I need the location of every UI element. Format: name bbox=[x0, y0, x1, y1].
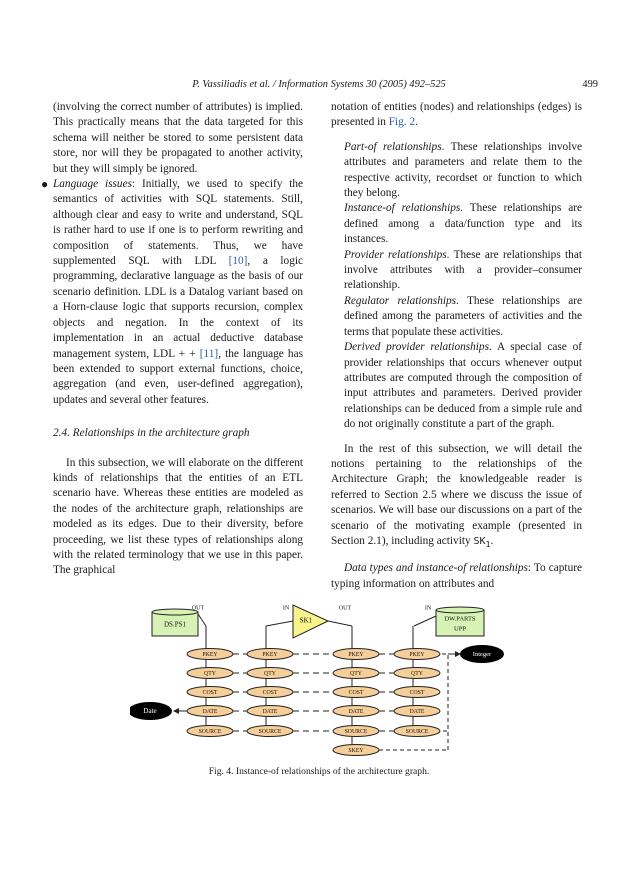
target-recordset-label-2: UPP bbox=[454, 625, 466, 633]
paragraph-term: Data types and instance-of relationships bbox=[344, 562, 528, 575]
bullet-term: Language issues bbox=[53, 178, 132, 191]
relationship-definitions bbox=[331, 140, 582, 433]
page-header bbox=[0, 79, 638, 93]
bullet-text-c: , the language has been extended to support external functions, choice, aggregation (and even, user-defined aggregation), updates and several other features. bbox=[53, 347, 303, 406]
attribute-label: COST bbox=[348, 689, 364, 696]
port-edge bbox=[198, 614, 206, 626]
bullet-language-issues bbox=[41, 177, 303, 408]
attribute-label: DATE bbox=[202, 708, 218, 715]
definition-text: . These relationships are defined among the parameters of activities and the terms that populate these activities. bbox=[344, 294, 582, 338]
definition-text: . These relationships involve attributes and parameters and relate them to the respective activity, recordset or function to which they belong. bbox=[344, 140, 582, 200]
in-label: IN bbox=[282, 605, 290, 612]
right-p2-end: . bbox=[490, 534, 494, 547]
attribute-label: DATE bbox=[262, 708, 278, 715]
type-integer-label: Integer bbox=[472, 650, 492, 658]
definition-derived-provider bbox=[344, 340, 582, 432]
attribute-label: COST bbox=[202, 689, 218, 696]
attribute-label: COST bbox=[262, 689, 278, 696]
attribute-label: PKEY bbox=[409, 651, 425, 658]
port-edge bbox=[414, 616, 436, 626]
attribute-label: PKEY bbox=[262, 651, 278, 658]
definition-term: Provider relationships bbox=[344, 248, 447, 261]
activity-label: SK1 bbox=[299, 616, 313, 625]
definition-instance-of bbox=[344, 201, 582, 247]
target-recordset-label: DW.PARTS bbox=[444, 615, 476, 623]
definition-regulator bbox=[344, 294, 582, 340]
figure-caption: Fig. 4. Instance-of relationships of the architecture graph. bbox=[208, 766, 430, 777]
fig2-link[interactable]: Fig. 2 bbox=[388, 116, 416, 129]
left-column bbox=[41, 100, 303, 579]
right-paragraph-2 bbox=[331, 442, 582, 553]
bullet-icon: ● bbox=[41, 177, 49, 192]
target-recordset-top bbox=[436, 607, 484, 613]
citation-10[interactable]: [10] bbox=[228, 255, 248, 268]
attribute-label: PKEY bbox=[202, 651, 218, 658]
attribute-label: PKEY bbox=[348, 651, 364, 658]
figure-4 bbox=[130, 600, 520, 775]
attribute-label: SKEY bbox=[348, 747, 364, 754]
definition-text: . A special case of provider relationships that occurs whenever output attributes are computed through the composition of input attributes and parameters. Derived provider relationships can be deduced from a simple rule and do not originally constitute a part of the graph. bbox=[344, 341, 582, 431]
right-p2-text: In the rest of this subsection, we will detail the notions pertaining to the relationships of the Architecture Graph; the knowledgeable reader is referred to Section 2.5 where we discuss the issue of scenarios. We will base our discussions on a part of the scenario of the motivating example (presented in Section 2.1), including activity bbox=[331, 442, 582, 547]
definition-text: . These are relationships that involve attributes with a provider–consumer relationship. bbox=[344, 248, 582, 292]
definition-term: Part-of relationships bbox=[344, 140, 442, 153]
right-column bbox=[331, 100, 582, 592]
page-number: 499 bbox=[582, 79, 598, 90]
out-label: OUT bbox=[338, 605, 352, 612]
port-edge bbox=[266, 621, 293, 626]
activity-subscript: 1 bbox=[485, 538, 491, 549]
definition-term: Regulator relationships bbox=[344, 294, 457, 307]
right-paragraph-3 bbox=[331, 561, 582, 592]
attribute-label: QTY bbox=[204, 670, 216, 677]
activity-name bbox=[473, 536, 490, 547]
attribute-label: SOURCE bbox=[405, 728, 429, 735]
right-p3-text: : To capture typing information on attributes and bbox=[331, 562, 582, 590]
out-label: OUT bbox=[191, 605, 205, 612]
section-heading: 2.4. Relationships in the architecture graph bbox=[53, 427, 250, 440]
port-edge bbox=[328, 621, 352, 626]
right-p1-end: . bbox=[415, 116, 418, 129]
attribute-label: QTY bbox=[411, 670, 423, 677]
bullet-text-b: , a logic programming, declarative language as the basis of our scenario definition. LDL is a Datalog variant based on a Horn-clause logic that supports recursion, complex objects and negation. In the context of its implementation in an actual deductive database management system, LDL + + bbox=[53, 255, 303, 360]
attribute-label: DATE bbox=[348, 708, 364, 715]
definition-term: Instance-of relationships bbox=[344, 202, 461, 215]
attribute-label: SOURCE bbox=[198, 728, 222, 735]
definition-provider bbox=[344, 248, 582, 294]
definition-text: . These relationships are defined among a data/function type and its instances. bbox=[344, 202, 582, 246]
instance-edge bbox=[442, 654, 448, 731]
attribute-label: COST bbox=[409, 689, 425, 696]
left-paragraph-2: In this subsection, we will elaborate on the different kinds of relationships that the entities of an ETL scenario have. Whereas these entities are modeled as the nodes of the architecture graph, relationships are modeled as its edges. Due to their diversity, before proceeding, we list these types of relationships along with the related terminology that we use in this paper. The graphical bbox=[53, 456, 303, 577]
attribute-label: QTY bbox=[350, 670, 362, 677]
bullet-text-a: : Initially, we used to specify the semantics of activities with SQL statements. Still, although clear and easy to write and understand, SQL is rather hard to use if one is to perform rewriting and composition of statements. Thus, we have supplemented SQL with LDL bbox=[53, 178, 303, 268]
running-head: P. Vassiliadis et al. / Information Systems 30 (2005) 492–525 bbox=[192, 79, 446, 90]
left-paragraph-1: (involving the correct number of attributes) is implied. This practically means that the data targeted for this schema will neither be stored to some persistent data store, nor will they be propagated to another activity, but they will simply be ignored. bbox=[53, 101, 303, 175]
citation-11[interactable]: [11] bbox=[199, 347, 219, 360]
right-paragraph-1 bbox=[331, 100, 582, 131]
type-date-label: Date bbox=[143, 707, 157, 716]
in-label: IN bbox=[424, 605, 432, 612]
attribute-label: QTY bbox=[264, 670, 276, 677]
definition-term: Derived provider relationships bbox=[344, 341, 489, 354]
attribute-label: SOURCE bbox=[258, 728, 282, 735]
attribute-label: SOURCE bbox=[344, 728, 368, 735]
right-p1-text: notation of entities (nodes) and relationships (edges) is presented in bbox=[331, 101, 582, 129]
activity-name-text: SK bbox=[473, 535, 486, 547]
source-recordset-label: DS.PS1 bbox=[164, 620, 186, 629]
attribute-label: DATE bbox=[409, 708, 425, 715]
definition-part-of bbox=[344, 140, 582, 202]
architecture-graph bbox=[130, 600, 520, 765]
